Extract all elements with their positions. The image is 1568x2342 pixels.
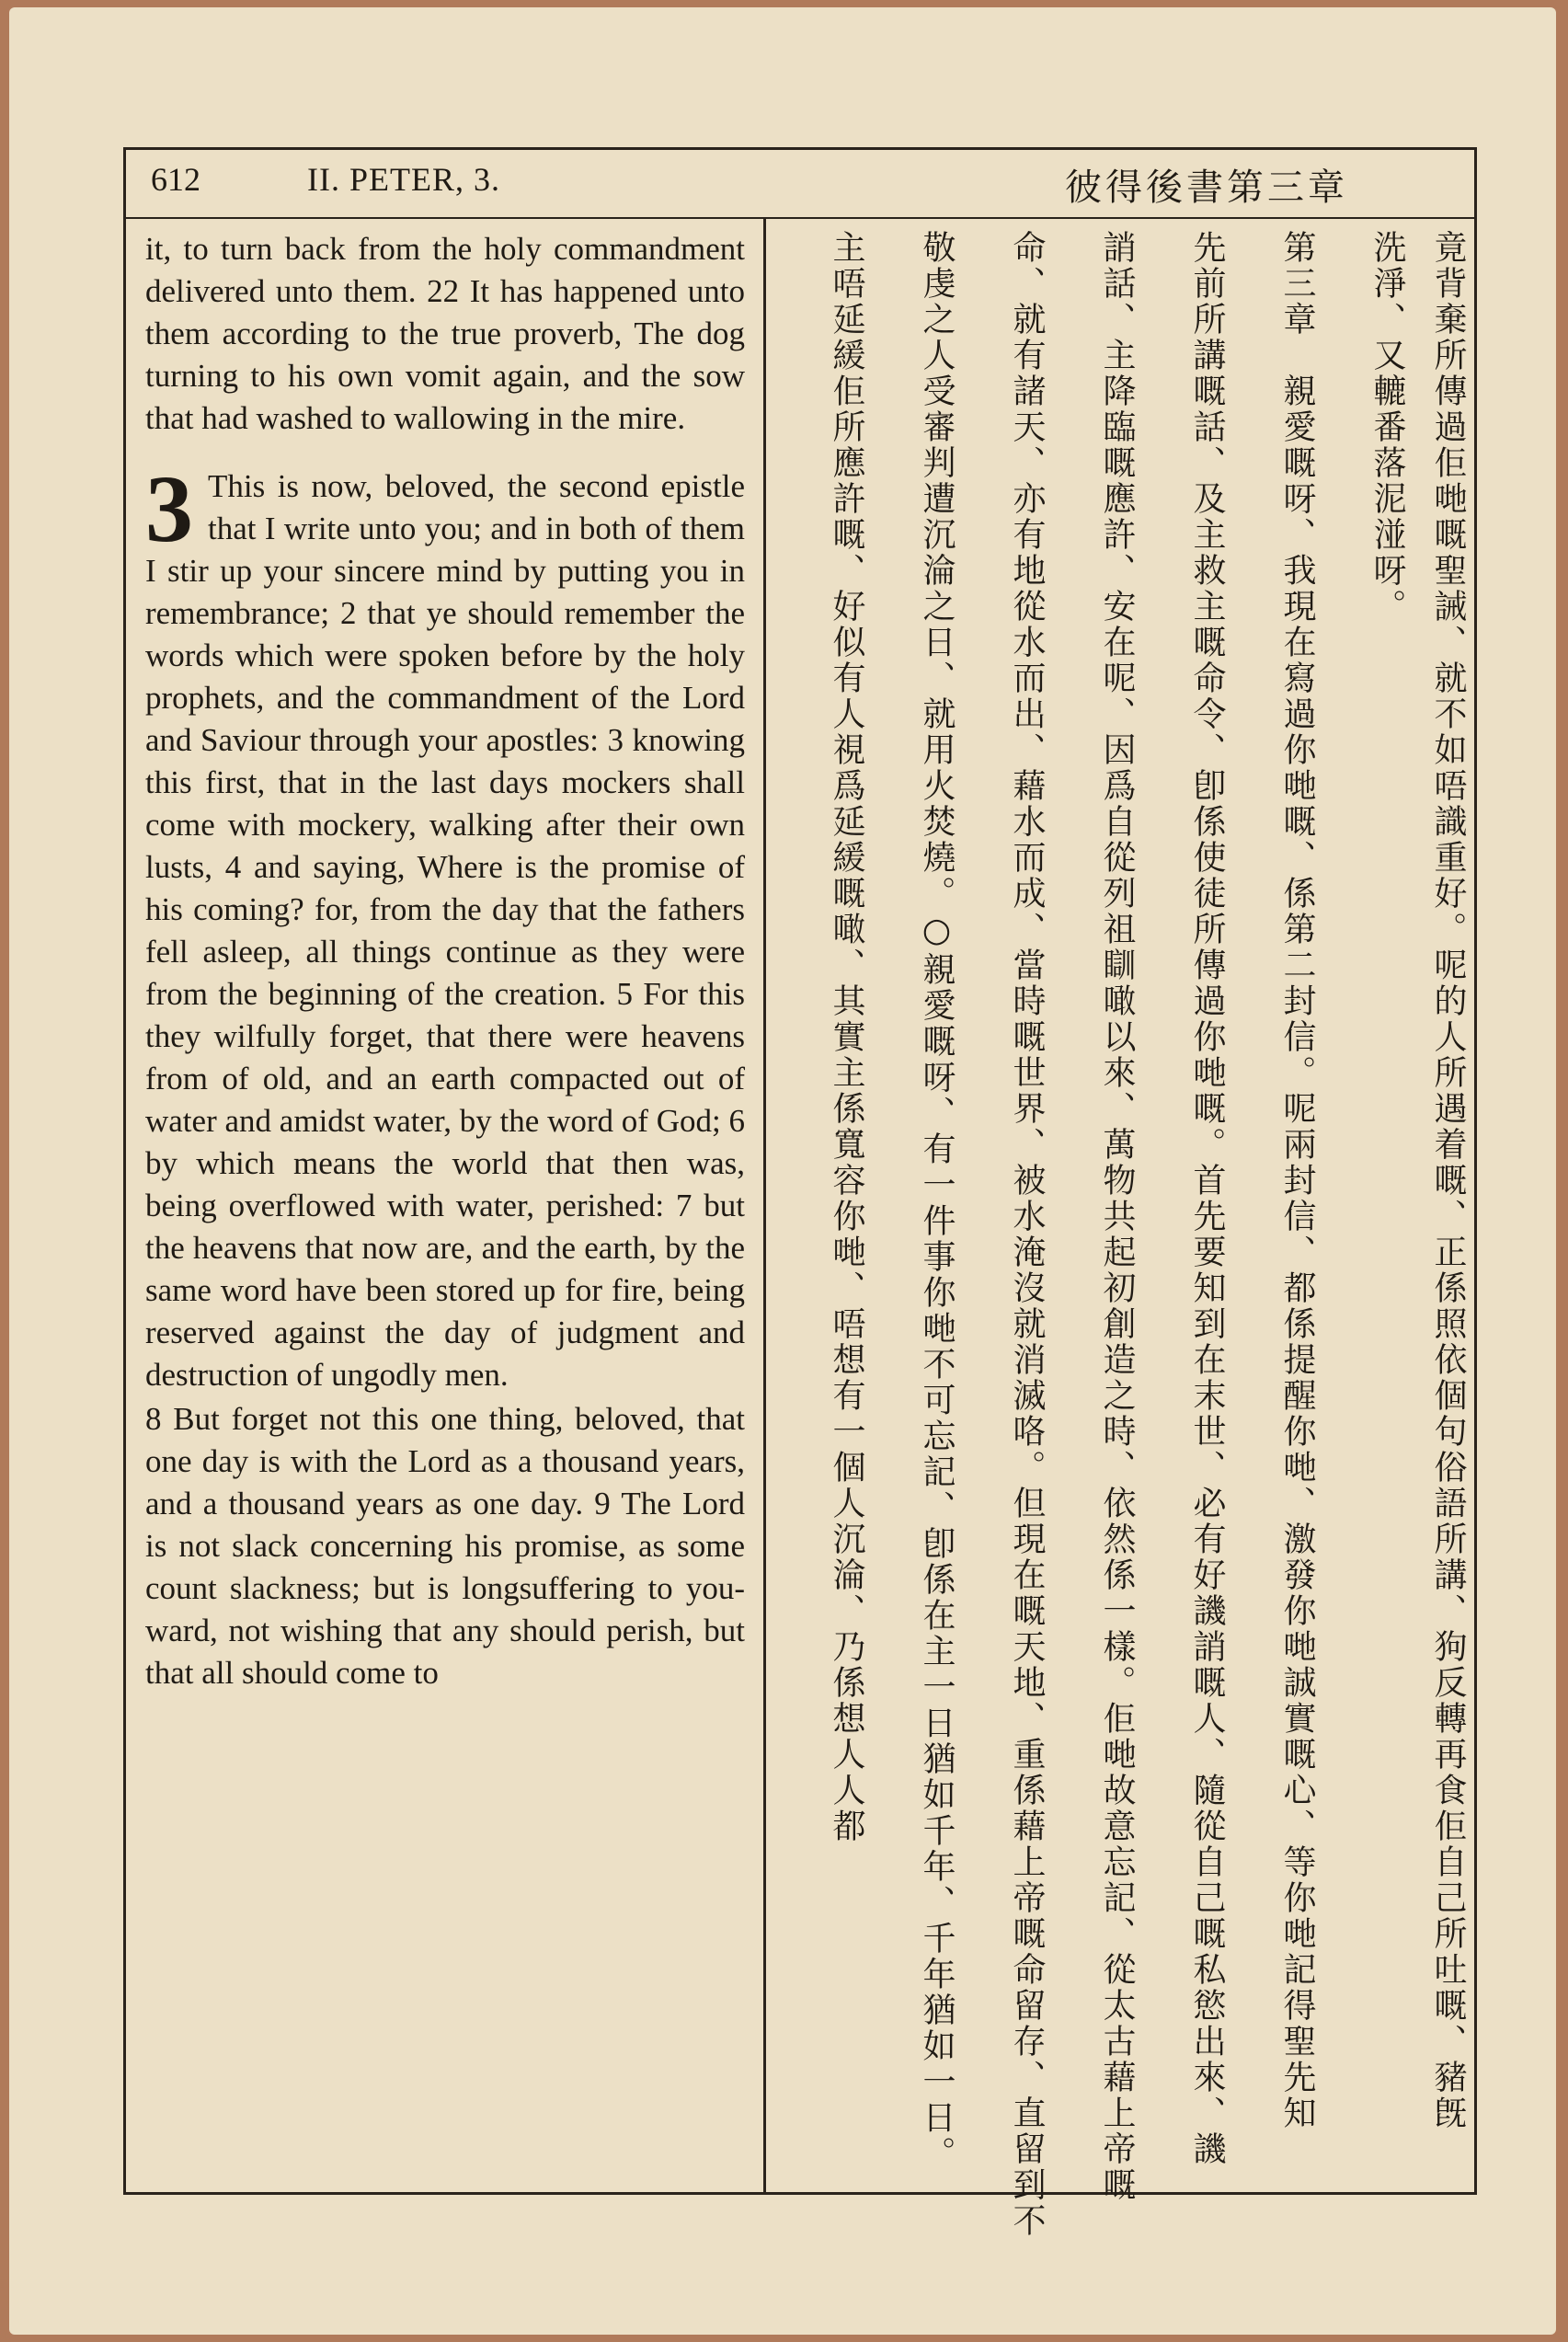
english-paragraph: 8 But forget not this one thing, beloved, that one day is with the Lord as a thousand years, and a thousand years as one day. 9 The Lord is not slack concerning his promise, as some count slackness; but is longsuffering to you-ward, not wishing that any should perish, but that all should come to bbox=[145, 1401, 745, 1691]
page-header bbox=[123, 147, 1477, 219]
chinese-text-column: 敬虔之人受審判遭沉淪之日、就用火焚燒。○親愛嘅呀、有一件事你哋不可忘記、卽係在主一日猶如千年、千年猶如一日。 bbox=[918, 230, 956, 2172]
english-paragraph: it, to turn back from the holy commandment delivered unto them. 22 It has happened unto them according to the true proverb, The dog turning to his own vomit again, and the sow that had washed to wallowing in the mire. bbox=[145, 231, 745, 436]
chinese-text-column: 誚話、主降臨嘅應許、安在呢、因爲自從列祖瞓噉以來、萬物共起初創造之時、依然係一樣。佢哋故意忘記、從太古藉上帝嘅 bbox=[1098, 230, 1136, 2203]
chinese-text-column: 竟背棄所傳過佢哋嘅聖誡、就不如唔識重好。呢的人所遇着嘅、正係照依個句俗語所講、狗反轉再食佢自己所吐嘅、豬旣 bbox=[1429, 230, 1467, 2131]
chinese-text-column: 命、就有諸天、亦有地從水而出、藉水而成、當時嘅世界、被水淹沒就消滅咯。但現在嘅天地、重係藉上帝嘅命留存、直留到不 bbox=[1008, 230, 1046, 2239]
chapter-number: 3 bbox=[145, 456, 193, 562]
chinese-text-column: 先前所講嘅話、及主救主嘅命令、卽係使徒所傳過你哋嘅。首先要知到在末世、必有好譏誚嘅人、隨從自己嘅私慾出來、譏 bbox=[1188, 230, 1226, 2167]
chapter-opening bbox=[145, 456, 745, 1396]
english-paragraph: This is now, beloved, the second epistle that I write unto you; and in both of them I stir up your sincere mind by putting you in remembrance; 2 that ye should remember the words which were spoken before by the holy prophets, and the commandment of the Lord and Saviour through your apostles: 3 knowing this first, that in the last days mockers shall come with mockery, walking after their own lusts, 4 and saying, Where is the promise of his coming? for, from the day that the fathers fell asleep, all things continue as they were from the beginning of the creation. 5 For this they wilfully forget, that there were heavens from of old, and an earth compacted out of water and amidst water, by the word of God; 6 by which means the world that then was, being overflowed with water, perished: 7 but the heavens that now are, and the earth, by the same word have been stored up for fire, being reserved against the day of judgment and destruction of ungodly men. bbox=[145, 468, 745, 1393]
running-head: II. PETER, 3. bbox=[307, 161, 500, 198]
column-divider bbox=[763, 219, 766, 2193]
page-number: 612 bbox=[151, 161, 200, 198]
chinese-text-column: 第三章 親愛嘅呀、我現在寫過你哋嘅、係第二封信。呢兩封信、都係提醒你哋、激發你哋誠實嘅心、等你哋記得聖先知 bbox=[1278, 230, 1316, 2131]
running-head-chinese: 彼得後書第三章 bbox=[1065, 166, 1348, 209]
chinese-text-column: 洗淨、又轆番落泥湴呀。 bbox=[1368, 230, 1406, 625]
chinese-column bbox=[778, 230, 1468, 2239]
english-column bbox=[145, 228, 745, 1694]
chinese-text-column: 主唔延緩佢所應許嘅、好似有人視爲延緩嘅噉、其實主係寬容你哋、唔想有一個人沉淪、乃係想人人都 bbox=[828, 230, 865, 1844]
